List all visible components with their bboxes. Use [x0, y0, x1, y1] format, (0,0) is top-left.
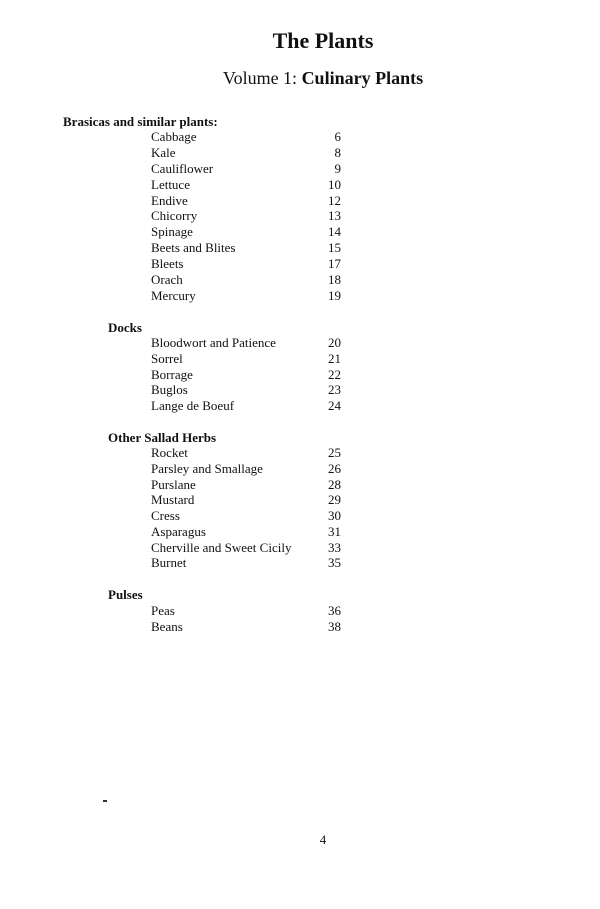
toc-entry [151, 288, 341, 304]
toc-entry [151, 193, 341, 209]
entry-name: Chicorry [151, 208, 198, 223]
volume-name: Culinary Plants [301, 68, 424, 88]
entry-name: Buglos [151, 382, 188, 397]
entry-page: 29 [328, 492, 341, 507]
entry-page: 30 [328, 508, 341, 523]
entry-page: 13 [328, 208, 341, 223]
entry-page: 35 [328, 555, 341, 570]
entry-name: Mustard [151, 492, 195, 507]
toc-entry [151, 208, 341, 224]
entry-page: 17 [328, 256, 341, 271]
toc-entry [151, 272, 341, 288]
scan-speck [103, 800, 107, 802]
toc-entry [151, 524, 341, 540]
entry-page: 9 [334, 161, 341, 176]
page-number: 4 [319, 832, 327, 847]
entry-page: 8 [334, 145, 341, 160]
entry-name: Borrage [151, 367, 193, 382]
entry-name: Bleets [151, 256, 184, 271]
entry-page: 14 [328, 224, 341, 239]
toc-entry [151, 256, 341, 272]
toc-entry [151, 398, 341, 414]
page-title: The Plants [272, 28, 374, 53]
entry-name: Beans [151, 619, 183, 634]
entry-name: Spinage [151, 224, 193, 239]
toc-entry [151, 477, 341, 493]
toc-entry [151, 461, 341, 477]
entry-name: Asparagus [151, 524, 206, 539]
volume-label: Volume 1: [222, 68, 302, 88]
toc-entry [151, 619, 341, 635]
entry-page: 19 [328, 288, 341, 303]
entry-name: Endive [151, 193, 188, 208]
toc-entry [151, 445, 341, 461]
entry-name: Cress [151, 508, 180, 523]
entry-name: Cabbage [151, 129, 197, 144]
toc-entry [151, 508, 341, 524]
entry-name: Kale [151, 145, 176, 160]
entry-name: Beets and Blites [151, 240, 236, 255]
toc-entry [151, 351, 341, 367]
entry-page: 25 [328, 445, 341, 460]
entry-page: 18 [328, 272, 341, 287]
section-heading-sallad-herbs: Other Sallad Herbs [108, 430, 217, 445]
entry-page: 28 [328, 477, 341, 492]
section-heading-brasicas: Brasicas and similar plants: [63, 114, 218, 129]
entry-page: 15 [328, 240, 341, 255]
entry-name: Lange de Boeuf [151, 398, 235, 413]
entry-name: Mercury [151, 288, 196, 303]
section-heading-docks: Docks [108, 320, 142, 335]
entry-name: Bloodwort and Patience [151, 335, 276, 350]
toc-entry [151, 335, 341, 351]
entry-page: 38 [328, 619, 341, 634]
entry-name: Cauliflower [151, 161, 214, 176]
toc-entry [151, 367, 341, 383]
toc-entry [151, 492, 341, 508]
entry-name: Cherville and Sweet Cicily [151, 540, 292, 555]
entry-page: 36 [328, 603, 341, 618]
toc-entry [151, 555, 341, 571]
entry-page: 12 [328, 193, 341, 208]
section-heading-pulses: Pulses [108, 587, 143, 602]
entry-page: 23 [328, 382, 341, 397]
toc-entry [151, 145, 341, 161]
entry-page: 6 [334, 129, 341, 144]
entry-name: Purslane [151, 477, 196, 492]
entry-page: 21 [328, 351, 341, 366]
toc-entry [151, 382, 341, 398]
entry-name: Burnet [151, 555, 187, 570]
entry-page: 22 [328, 367, 341, 382]
toc-entry [151, 129, 341, 145]
entry-name: Sorrel [151, 351, 183, 366]
entry-name: Orach [151, 272, 183, 287]
entry-page: 33 [328, 540, 341, 555]
entry-name: Lettuce [151, 177, 190, 192]
entry-name: Rocket [151, 445, 188, 460]
volume-subtitle [0, 68, 600, 89]
entry-page: 20 [328, 335, 341, 350]
toc-entry [151, 224, 341, 240]
entry-name: Peas [151, 603, 175, 618]
entry-page: 26 [328, 461, 341, 476]
toc-entry [151, 540, 341, 556]
toc-entry [151, 603, 341, 619]
toc-entry [151, 177, 341, 193]
entry-name: Parsley and Smallage [151, 461, 263, 476]
toc-entry [151, 240, 341, 256]
entry-page: 10 [328, 177, 341, 192]
entry-page: 31 [328, 524, 341, 539]
entry-page: 24 [328, 398, 341, 413]
toc-entry [151, 161, 341, 177]
